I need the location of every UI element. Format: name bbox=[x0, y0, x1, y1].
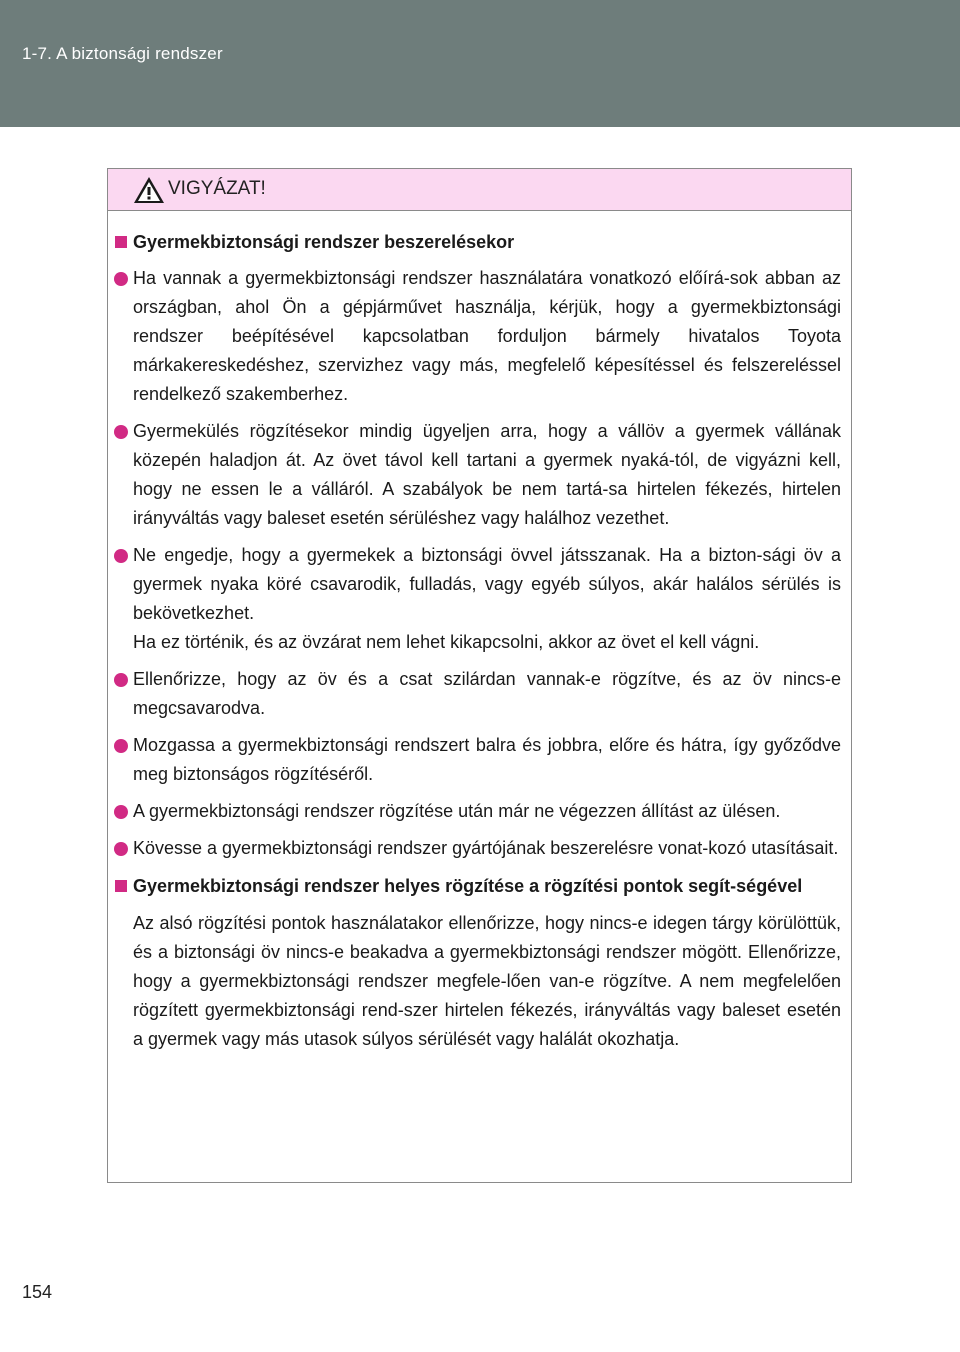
bullet-dot-icon bbox=[114, 549, 128, 563]
bullet-dot-icon bbox=[114, 425, 128, 439]
list-item: Ne engedje, hogy a gyermekek a biztonsági övvel játsszanak. Ha a bizton-sági öv a gyermek nyaka köré csavarodik, fulladás, vagy egyéb súlyos, akár halálos sérülés is bekövetkezhet. Ha ez történik, és az övzárat nem lehet kikapcsolni, akkor az övet el kell vágni. bbox=[108, 541, 851, 657]
bullet-dot-icon bbox=[114, 272, 128, 286]
paragraph: Az alsó rögzítési pontok használatakor ellenőrizze, hogy nincs-e idegen tárgy körülöttük, és a biztonsági öv nincs-e beakadva a gyermekbiztonsági rendszer mögött. Ellenőrizze, hogy a gyermekbiztonsági rendszer megfele-lően van-e rögzítve. A nem megfelelően rögzített gyermekbiztonsági rend-szer hirtelen fékezés, irányváltás vagy baleset esetén a gyermek vagy más utasok súlyos sérülését vagy halálát okozhatja. bbox=[133, 913, 841, 1049]
list-item: Mozgassa a gyermekbiztonsági rendszert balra és jobbra, előre és hátra, így győződve meg biztonságos rögzítéséről. bbox=[108, 731, 851, 789]
page-number: 154 bbox=[22, 1282, 53, 1302]
caution-header bbox=[108, 169, 851, 211]
square-bullet-icon bbox=[115, 880, 127, 892]
warning-triangle-icon bbox=[132, 175, 166, 205]
square-bullet-icon bbox=[115, 236, 127, 248]
bullet-dot-icon bbox=[114, 673, 128, 687]
list-item: Kövesse a gyermekbiztonsági rendszer gyártójának beszerelésre vonat-kozó utasításait. bbox=[108, 834, 851, 863]
bullet-dot-icon bbox=[114, 739, 128, 753]
list-item: Ha vannak a gyermekbiztonsági rendszer használatára vonatkozó előírá-sok abban az országban, ahol Ön a gépjárművet használja, kérjük, hogy a gyermekbiztonsági rendszer beépítésével kapcsolatban forduljon bármely hivatalos Toyota márkakereskedéshez, szervizhez vagy más, megfelelő képesítéssel és felszereléssel rendelkező szakemberhez. bbox=[108, 264, 851, 409]
section-title: 1-7. A biztonsági rendszer bbox=[22, 44, 223, 63]
bullet-dot-icon bbox=[114, 805, 128, 819]
section-heading: Gyermekbiztonsági rendszer helyes rögzítése a rögzítési pontok segít-ségével bbox=[108, 871, 851, 901]
list-item: Gyermekülés rögzítésekor mindig ügyeljen arra, hogy a vállöv a gyermek vállának közepén haladjon át. Az övet távol kell tartani a gyermek nyaká-tól, de vigyázni kell, hogy ne essen le a válláról. A szabályok be nem tartá-sa hirtelen fékezés, hirtelen irányváltás vagy baleset esetén sérüléshez vagy halálhoz vezethet. bbox=[108, 417, 851, 533]
page-header bbox=[0, 0, 960, 127]
caution-box bbox=[107, 168, 852, 1183]
caution-title: VIGYÁZAT! bbox=[168, 178, 266, 199]
bullet-dot-icon bbox=[114, 842, 128, 856]
caution-content bbox=[108, 210, 851, 1054]
list-item: Ellenőrizze, hogy az öv és a csat szilárdan vannak-e rögzítve, és az öv nincs-e megcsavarodva. bbox=[108, 665, 851, 723]
section-heading: Gyermekbiztonsági rendszer beszerelésekor bbox=[108, 227, 851, 257]
list-item: A gyermekbiztonsági rendszer rögzítése után már ne végezzen állítást az ülésen. bbox=[108, 797, 851, 826]
